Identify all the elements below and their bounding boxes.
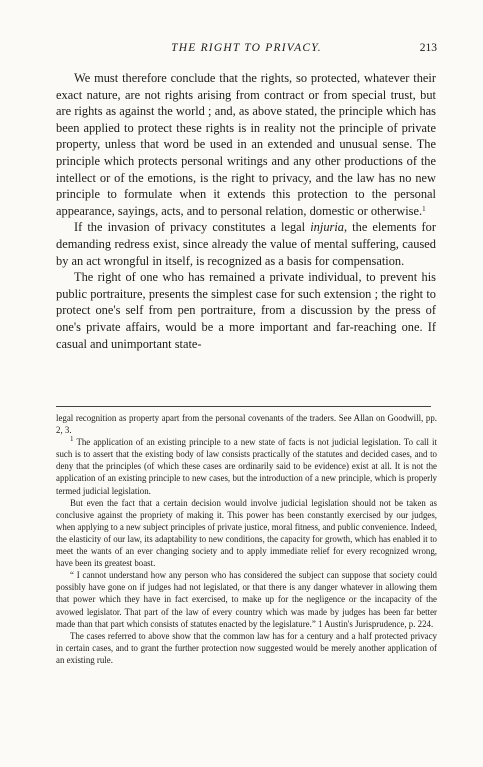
- footnote-1-text: The application of an existing principle to a new state of facts is not judicial legislation. To call it such is to assert that the existing body of law consists practically of the statutes and decided cases, and to deny that the principles (of which these cases are ordinarily said to be evidence) exist at all. It is not the application of an existing principle to new cases, but the introduction of a new principle, which is properly termed judicial legislation.: [56, 437, 437, 496]
- footnote-1: [56, 436, 437, 496]
- footnote-1-paragraph-4: The cases referred to above show that the common law has for a century and a half protected privacy in certain cases, and to grant the further protection now suggested would be merely another application of an existing rule.: [56, 630, 437, 665]
- page-header: [56, 42, 437, 58]
- body-paragraph-1-text: We must therefore conclude that the rights, so protected, whatever their exact nature, are not rights arising from contract or from special trust, but are rights as against the world ; and, as above stated, the principle which has been applied to protect these rights is in reality not the principle of private property, unless that word be used in an extended and unusual sense. The principle which protects personal writings and any other productions of the intellect or of the emotions, is the right to privacy, and the law has no new principle to formulate when it extends this protection to the personal appearance, sayings, acts, and to personal relation, domestic or otherwise.: [56, 71, 436, 218]
- footnote-1-paragraph-2: But even the fact that a certain decision would involve judicial legislation should not be taken as conclusive against the propriety of making it. This power has been constantly exercised by our judges, when applying to a new subject principles of private justice, moral fitness, and public convenience. Indeed, the elasticity of our law, its adaptability to new conditions, the capacity for growth, which has enabled it to meet the wants of an ever changing society and to apply immediate relief for every recognized wrong, have been its greatest boast.: [56, 497, 437, 569]
- footnote-1-paragraph-3: “ I cannot understand how any person who has considered the subject can suppose that society could possibly have gone on if judges had not legislated, or that there is any danger whatever in allowing them that power which they have in fact exercised, to make up for the negligence or the incapacity of the avowed legislator. That part of the law of every country which was made by judges has been far better made than that part which consists of statutes enacted by the legislature.” 1 Austin's Jurisprudence, p. 224.: [56, 570, 437, 629]
- footnote-1-mark: 1: [70, 435, 74, 444]
- footnote-divider: [56, 406, 431, 407]
- body-paragraph-3: The right of one who has remained a private individual, to prevent his public portraiture, presents the simplest case for such extension ; the right to protect one's self from pen portraiture, from a discussion by the press of one's private affairs, would be a more important and far-reaching one. If casual and unimportant state-: [56, 270, 436, 351]
- latin-term-injuria: injuria: [310, 220, 344, 235]
- body-paragraph-2-text-a: If the invasion of privacy constitutes a legal: [74, 220, 311, 235]
- body-paragraph-1: [56, 70, 436, 219]
- running-head: THE RIGHT TO PRIVACY.: [171, 42, 322, 54]
- body-paragraph-2-text-b: , the elements for demanding redress exist, since already the value of mental suffering, caused by an act wrongful in itself, is recognized as a basis for compensation.: [56, 220, 437, 268]
- footnotes: [56, 412, 437, 666]
- body-paragraph-2: [56, 219, 436, 269]
- body-text: [56, 70, 436, 352]
- footnote-ref-1: 1: [422, 204, 426, 213]
- footnote-continuation: legal recognition as property apart from the personal covenants of the traders. See Allan on Goodwill, pp. 2, 3.: [56, 413, 437, 436]
- page-number: 213: [419, 42, 437, 54]
